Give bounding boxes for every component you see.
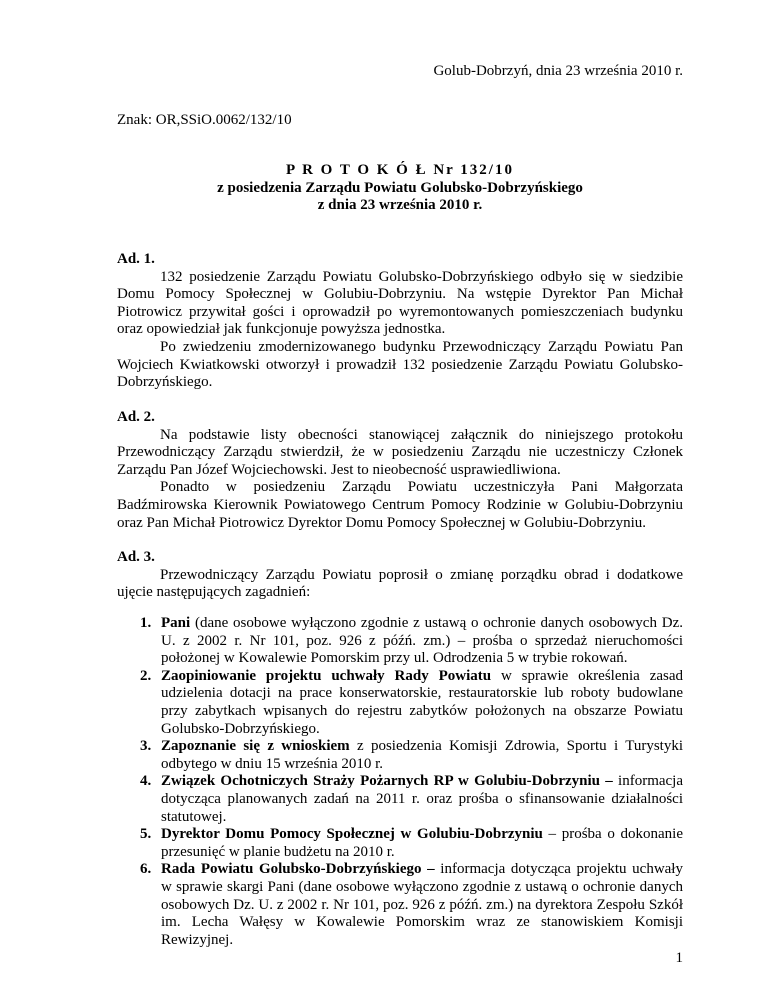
item-number: 5. bbox=[140, 826, 152, 843]
item-text: – prośba o dokonanie przesunięć w planie budżetu na 2010 r. bbox=[161, 826, 683, 860]
item-text: informacja dotycząca projektu uchwały w sprawie skargi Pani (dane osobowe wyłączono zgodnie z ustawą o ochronie danych osobowych Dz. U. z 2002 r. Nr 101, poz. 926 z późń. zm.) na dyrektora Zespołu Szkół im. Lecha Wałęsy w Kowalewie Pomorskim wraz ze stanowiskiem Komisji Rewizyjnej. bbox=[161, 861, 683, 948]
item-text: z posiedzenia Komisji Zdrowia, Sportu i Turystyki odbytego w dniu 15 września 2010 r. bbox=[161, 738, 683, 772]
list-item bbox=[117, 615, 683, 668]
item-text: w sprawie określenia zasad udzielenia dotacji na prace konserwatorskie, restauratorskie lub roboty budowlane przy zabytkach wpisanych do rejestru zabytków położonych na obszarze Powiatu Golubsko-Dobrzyńskiego. bbox=[161, 667, 684, 737]
section-heading: Ad. 1. bbox=[117, 251, 155, 267]
item-lead: Związek Ochotniczych Straży Pożarnych RP w Golubiu-Dobrzyniu – bbox=[161, 773, 613, 790]
title-line-1: P R O T O K Ó Ł Nr 132/10 bbox=[286, 162, 514, 178]
paragraph: Przewodniczący Zarządu Powiatu poprosił o zmianę porządku obrad i dodatkowe ujęcie następujących zagadnień: bbox=[117, 566, 683, 601]
item-number: 3. bbox=[140, 738, 152, 755]
document-title bbox=[117, 162, 683, 215]
title-line-3: z dnia 23 września 2010 r. bbox=[317, 197, 483, 214]
item-text: informacja dotycząca planowanych zadań na 2011 r. oraz prośba o sfinansowanie działalności statutowej. bbox=[161, 773, 684, 825]
place-date: Golub-Dobrzyń, dnia 23 września 2010 r. bbox=[433, 63, 683, 79]
list-item bbox=[117, 861, 683, 949]
title-line-2: z posiedzenia Zarządu Powiatu Golubsko-Dobrzyńskiego bbox=[217, 179, 583, 196]
list-item bbox=[117, 668, 683, 738]
paragraph: Na podstawie listy obecności stanowiącej załącznik do niniejszego protokołu Przewodniczący Zarządu stwierdził, że w posiedzeniu Zarządu nie uczestniczy Członek Zarządu Pan Józef Wojciechowski. Jest to nieobecność usprawiedliwiona. bbox=[117, 426, 683, 478]
item-number: 1. bbox=[140, 615, 152, 631]
list-item bbox=[117, 773, 683, 826]
item-lead: Dyrektor Domu Pomocy Społecznej w Golubiu-Dobrzyniu bbox=[161, 826, 543, 843]
item-number: 4. bbox=[140, 773, 152, 790]
item-number: 2. bbox=[140, 667, 152, 684]
paragraph: 132 posiedzenie Zarządu Powiatu Golubsko-Dobrzyńskiego odbyło się w siedzibie Domu Pomocy Społecznej w Golubiu-Dobrzyniu. Na wstępie Dyrektor Pan Michał Piotrowicz przywitał gości i oprowadził po wyremontowanych pomieszczeniach budynku oraz opowiedział jak funkcjonuje powyższa jednostka. bbox=[117, 268, 683, 338]
item-lead: Zapoznanie się z wnioskiem bbox=[161, 738, 350, 755]
section-ad-1 bbox=[117, 251, 683, 392]
page-number: 1 bbox=[675, 950, 683, 966]
reference-number: Znak: OR,SSiO.0062/132/10 bbox=[117, 112, 292, 128]
section-heading: Ad. 3. bbox=[117, 549, 155, 565]
section-ad-2 bbox=[117, 409, 683, 532]
paragraph: Ponadto w posiedzeniu Zarządu Powiatu uczestniczyła Pani Małgorzata Badźmirowska Kierownik Powiatowego Centrum Pomocy Rodzinie w Golubiu-Dobrzyniu oraz Pan Michał Piotrowicz Dyrektor Domu Pomocy Społecznej w Golubiu-Dobrzyniu. bbox=[117, 479, 683, 531]
paragraph: Po zwiedzeniu zmodernizowanego budynku Przewodniczący Zarządu Powiatu Pan Wojciech Kwiatkowski otworzył i prowadził 132 posiedzenie Zarządu Powiatu Golubsko-Dobrzyńskiego. bbox=[117, 338, 683, 391]
section-ad-3 bbox=[117, 549, 683, 602]
item-lead: Pani bbox=[161, 615, 191, 631]
agenda-list bbox=[117, 615, 683, 949]
list-item bbox=[117, 826, 683, 861]
item-lead: Rada Powiatu Golubsko-Dobrzyńskiego – bbox=[161, 861, 435, 878]
item-text: (dane osobowe wyłączono zgodnie z ustawą o ochronie danych osobowych Dz. U. z 2002 r. Nr 101, poz. 926 z późń. zm.) – prośba o sprzedaż nieruchomości położonej w Kowalewie Pomorskim przy ul. Odrodzenia 5 w trybie rokowań. bbox=[161, 615, 683, 667]
list-item bbox=[117, 738, 683, 773]
item-lead: Zaopiniowanie projektu uchwały Rady Powiatu bbox=[161, 667, 492, 684]
item-number: 6. bbox=[140, 861, 152, 878]
section-heading: Ad. 2. bbox=[117, 409, 155, 425]
